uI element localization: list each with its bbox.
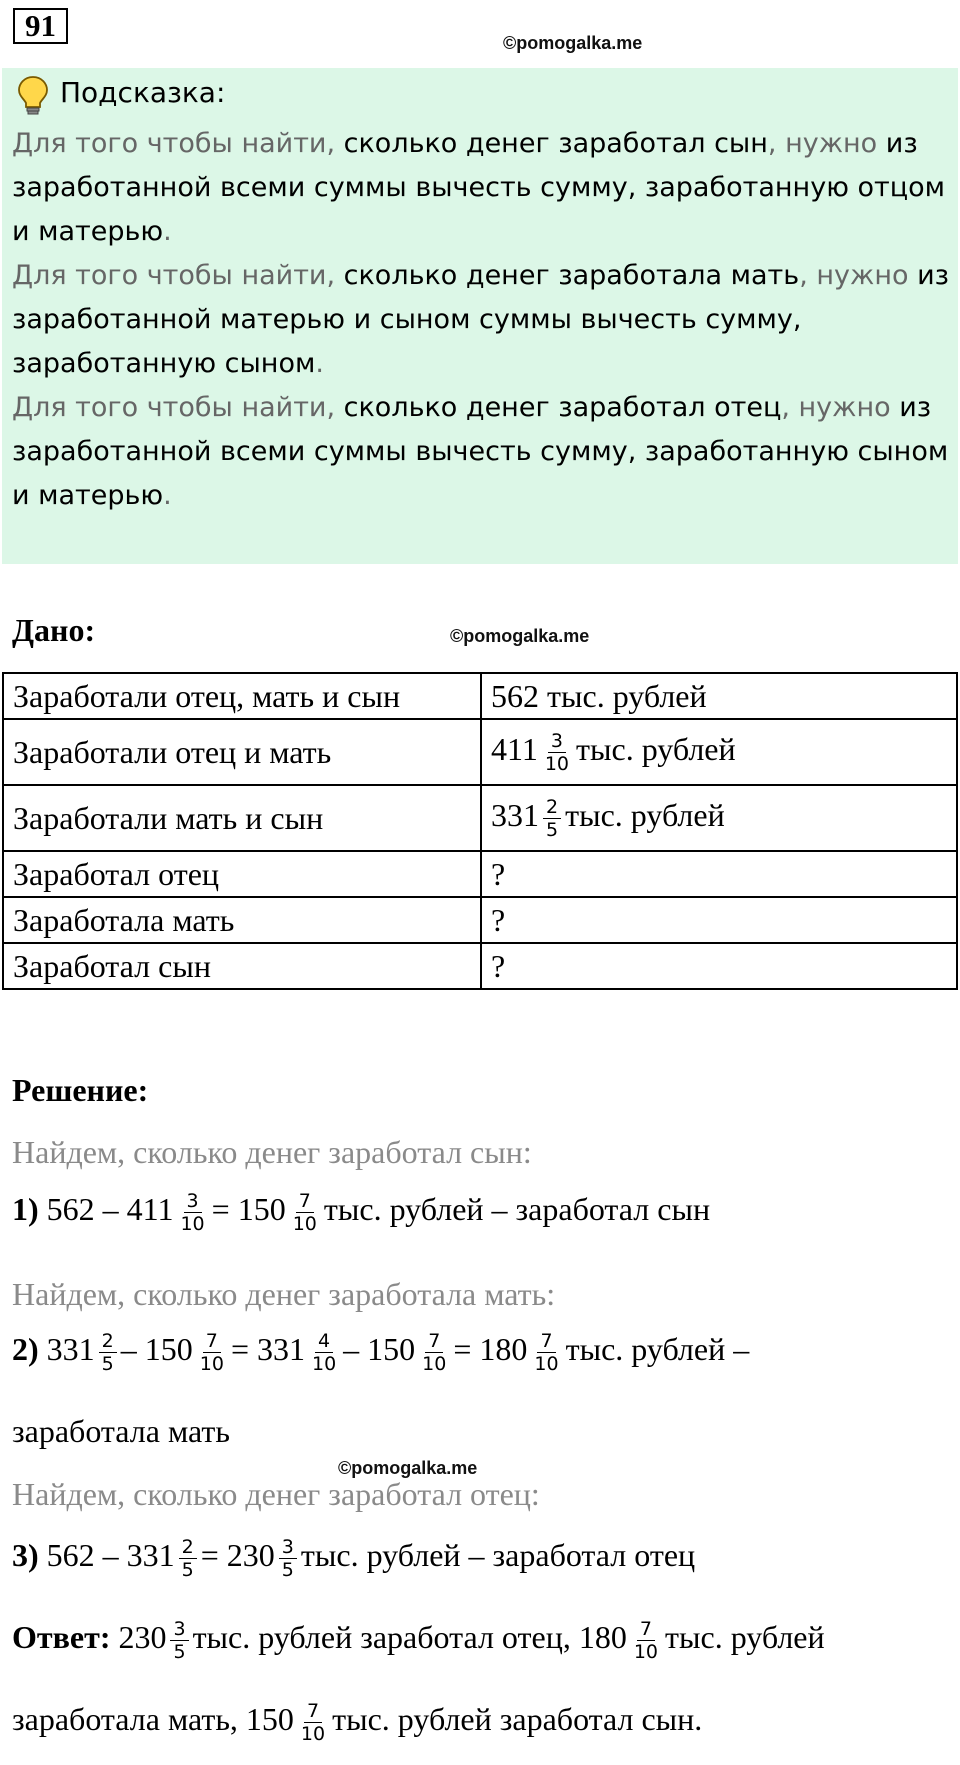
step3-intro: Найдем, сколько денег заработал отец: xyxy=(12,1476,540,1512)
given-table xyxy=(2,672,958,990)
hint-paragraph-son: Для того чтобы найти, сколько денег заработал сын, нужно из заработанной всеми суммы вычесть сумму, заработанную отцом и матерью. xyxy=(12,128,946,247)
step3-line: 3) 562 – 331 $\frac{2}{5}$ = 230 $\frac{3}{5}$ тыс. рублей – заработал отец xyxy=(12,1536,696,1581)
fraction: $\frac{2}{5}$ xyxy=(543,796,561,841)
table-row xyxy=(3,943,957,989)
row-label: Заработали мать и сын xyxy=(3,785,481,851)
hint-text xyxy=(12,122,952,518)
row-value: ? xyxy=(481,897,957,943)
watermark: ©pomogalka.me xyxy=(503,33,643,53)
table-row xyxy=(3,851,957,897)
step2-line: 2) 331 $\frac{2}{5}$ – 150 $\frac{7}{10}$ = 331 $\frac{4}{10}$ – 150 $\frac{7}{10}$ = 180 $\frac{7}{10}$ тыс. рублей – xyxy=(12,1330,750,1375)
row-label: Заработал отец xyxy=(3,851,481,897)
row-value: ? xyxy=(481,943,957,989)
table-row xyxy=(3,673,957,719)
table-row xyxy=(3,897,957,943)
watermark: ©pomogalka.me xyxy=(450,626,590,646)
row-label: Заработала мать xyxy=(3,897,481,943)
fraction: $\frac{3}{10}$ xyxy=(544,729,569,775)
table-row xyxy=(3,785,957,851)
row-label: Заработали отец, мать и сын xyxy=(3,673,481,719)
answer-line: Ответ: 230 $\frac{3}{5}$ тыс. рублей заработал отец, 180 $\frac{7}{10}$ тыс. рублей xyxy=(12,1618,825,1663)
step1-line: 1) 562 – 411 $\frac{3}{10}$ = 150 $\frac{7}{10}$ тыс. рублей – заработал сын xyxy=(12,1190,711,1235)
answer-line-cont: заработала мать, 150 $\frac{7}{10}$ тыс. рублей заработал сын. xyxy=(12,1700,703,1745)
problem-number: 91 xyxy=(13,8,68,44)
table-row xyxy=(3,719,957,785)
step2-line-cont: заработала мать xyxy=(12,1413,230,1449)
given-title: Дано: xyxy=(12,612,96,648)
row-value: 411 $\frac{3}{10}$ тыс. рублей xyxy=(481,719,957,785)
row-label: Заработал сын xyxy=(3,943,481,989)
row-value: ? xyxy=(481,851,957,897)
hint-paragraph-mother: Для того чтобы найти, сколько денег заработала мать, нужно из заработанной матерью и сыном суммы вычесть сумму, заработанную сыном. xyxy=(12,260,949,379)
lightbulb-icon xyxy=(16,74,50,116)
hint-paragraph-father: Для того чтобы найти, сколько денег заработал отец, нужно из заработанной всеми суммы вычесть сумму, заработанную сыном и матерью. xyxy=(12,392,949,511)
step1-intro: Найдем, сколько денег заработал сын: xyxy=(12,1134,532,1170)
hint-title: Подсказка: xyxy=(60,76,226,109)
row-value: 331 $\frac{2}{5}$ тыс. рублей xyxy=(481,785,957,851)
step2-intro: Найдем, сколько денег заработала мать: xyxy=(12,1276,556,1312)
row-value: 562 тыс. рублей xyxy=(481,673,957,719)
row-label: Заработали отец и мать xyxy=(3,719,481,785)
watermark: ©pomogalka.me xyxy=(338,1458,478,1478)
solution-title: Решение: xyxy=(12,1072,149,1108)
